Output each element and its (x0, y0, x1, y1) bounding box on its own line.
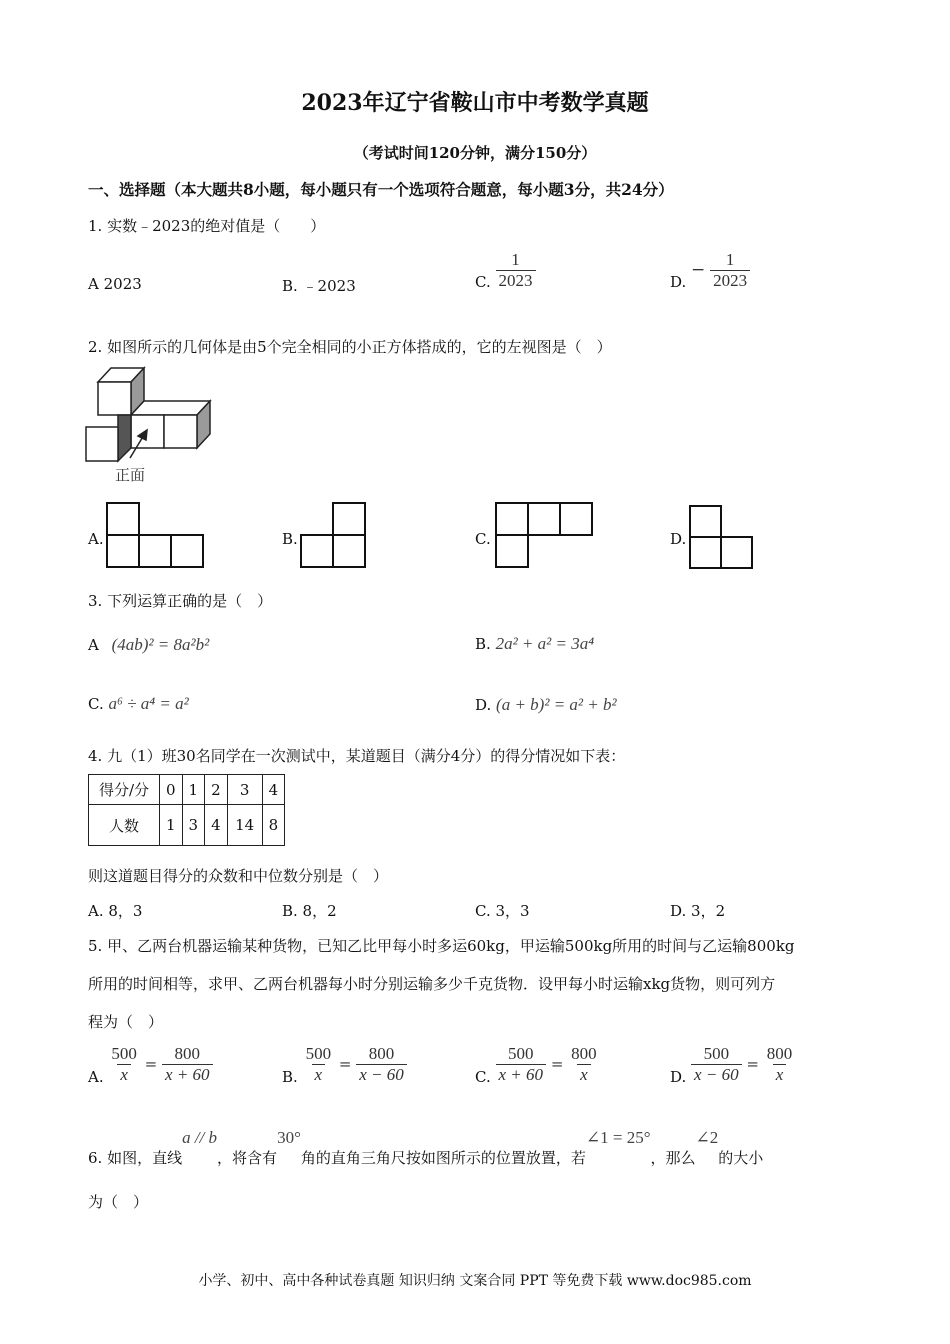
view-option-b (300, 502, 368, 568)
question-5-line-3: 程为（ ） (88, 1013, 164, 1031)
front-view-label: 正面 (115, 466, 146, 484)
q5-option-c: C. $\frac{500}{x + 60}$ = $\frac{800}{x}$ (475, 1043, 597, 1086)
q5-option-d: D. $\frac{500}{x - 60}$ = $\frac{800}{x}$ (670, 1043, 793, 1086)
table-cell: 1 (160, 805, 183, 846)
table-row (89, 805, 285, 846)
q3-option-b: B. 2a² + a² = 3a⁴ (475, 634, 595, 653)
q4-option-b: B. 8，2 (282, 902, 337, 920)
q2-option-a: A. (88, 530, 104, 548)
q2-option-d: D. (670, 530, 687, 548)
solid-figure-diagram (80, 362, 220, 462)
view-option-d (689, 505, 757, 569)
q1-option-b: B. ﹣2023 (282, 277, 356, 295)
section-heading: 一、选择题（本大题共8小题，每小题只有一个选项符合题意，每小题3分，共24分） (88, 180, 674, 199)
table-cell: 2 (205, 775, 228, 805)
question-6-line-1: 6. 如图，直线a // b，将含有30°角的直角三角尺按如图所示的位置放置，若∠1 = 25°，那么∠2的大小 (88, 1128, 764, 1167)
question-5-line-1: 5. 甲、乙两台机器运输某种货物，已知乙比甲每小时多运60kg，甲运输500kg所用的时间与乙运输800kg (88, 937, 795, 955)
table-cell: 14 (227, 805, 262, 846)
q4-option-a: A. 8，3 (88, 902, 143, 920)
q1-option-d: D. − $\frac{1}{2023}$ (670, 249, 750, 291)
question-4-ask: 则这道题目得分的众数和中位数分别是（ ） (88, 867, 389, 885)
table-cell: 8 (262, 805, 285, 846)
q2-option-b: B. (282, 530, 298, 548)
q3-option-a: A (4ab)² = 8a²b² (88, 635, 210, 654)
table-cell: 4 (262, 775, 285, 805)
q2-option-c: C. (475, 530, 491, 548)
q4-option-d: D. 3，2 (670, 902, 726, 920)
score-table (88, 774, 285, 846)
view-option-c (495, 502, 595, 568)
table-header: 人数 (89, 805, 160, 846)
table-cell: 1 (182, 775, 205, 805)
question-4-stem: 4. 九（1）班30名同学在一次测试中，某道题目（满分4分）的得分情况如下表： (88, 747, 626, 765)
view-option-a (106, 502, 206, 568)
question-3-stem: 3. 下列运算正确的是（ ） (88, 592, 273, 610)
table-cell: 3 (182, 805, 205, 846)
table-row (89, 775, 285, 805)
exam-info: （考试时间120分钟，满分150分） (353, 144, 597, 162)
q5-option-b: B. $\frac{500}{x}$ = $\frac{800}{x - 60}$ (282, 1042, 407, 1086)
page-footer: 小学、初中、高中各种试卷真题 知识归纳 文案合同 PPT 等免费下载 www.doc985.com (198, 1273, 752, 1289)
q5-option-a: A. $\frac{500}{x}$ = $\frac{800}{x + 60}$ (88, 1042, 213, 1086)
q4-option-c: C. 3，3 (475, 902, 530, 920)
table-cell: 3 (227, 775, 262, 805)
table-cell: 4 (205, 805, 228, 846)
question-5-line-2: 所用的时间相等，求甲、乙两台机器每小时分别运输多少千克货物．设甲每小时运输xkg货物，则可列方 (88, 975, 776, 993)
q3-option-c: C. a⁶ ÷ a⁴ = a² (88, 694, 189, 713)
question-6-line-2: 为（ ） (88, 1193, 149, 1211)
table-cell: 0 (160, 775, 183, 805)
page-title: 2023年辽宁省鞍山市中考数学真题 (301, 90, 649, 116)
question-2-stem: 2. 如图所示的几何体是由5个完全相同的小正方体搭成的，它的左视图是（ ） (88, 338, 612, 356)
q1-option-c: C. $\frac{1}{2023}$ (475, 249, 536, 291)
question-1-stem: 1. 实数﹣2023的绝对值是（ ） (88, 217, 326, 235)
q3-option-d: D. (a + b)² = a² + b² (475, 695, 617, 714)
q1-option-a: A 2023 (88, 275, 142, 293)
table-header: 得分/分 (89, 775, 160, 805)
